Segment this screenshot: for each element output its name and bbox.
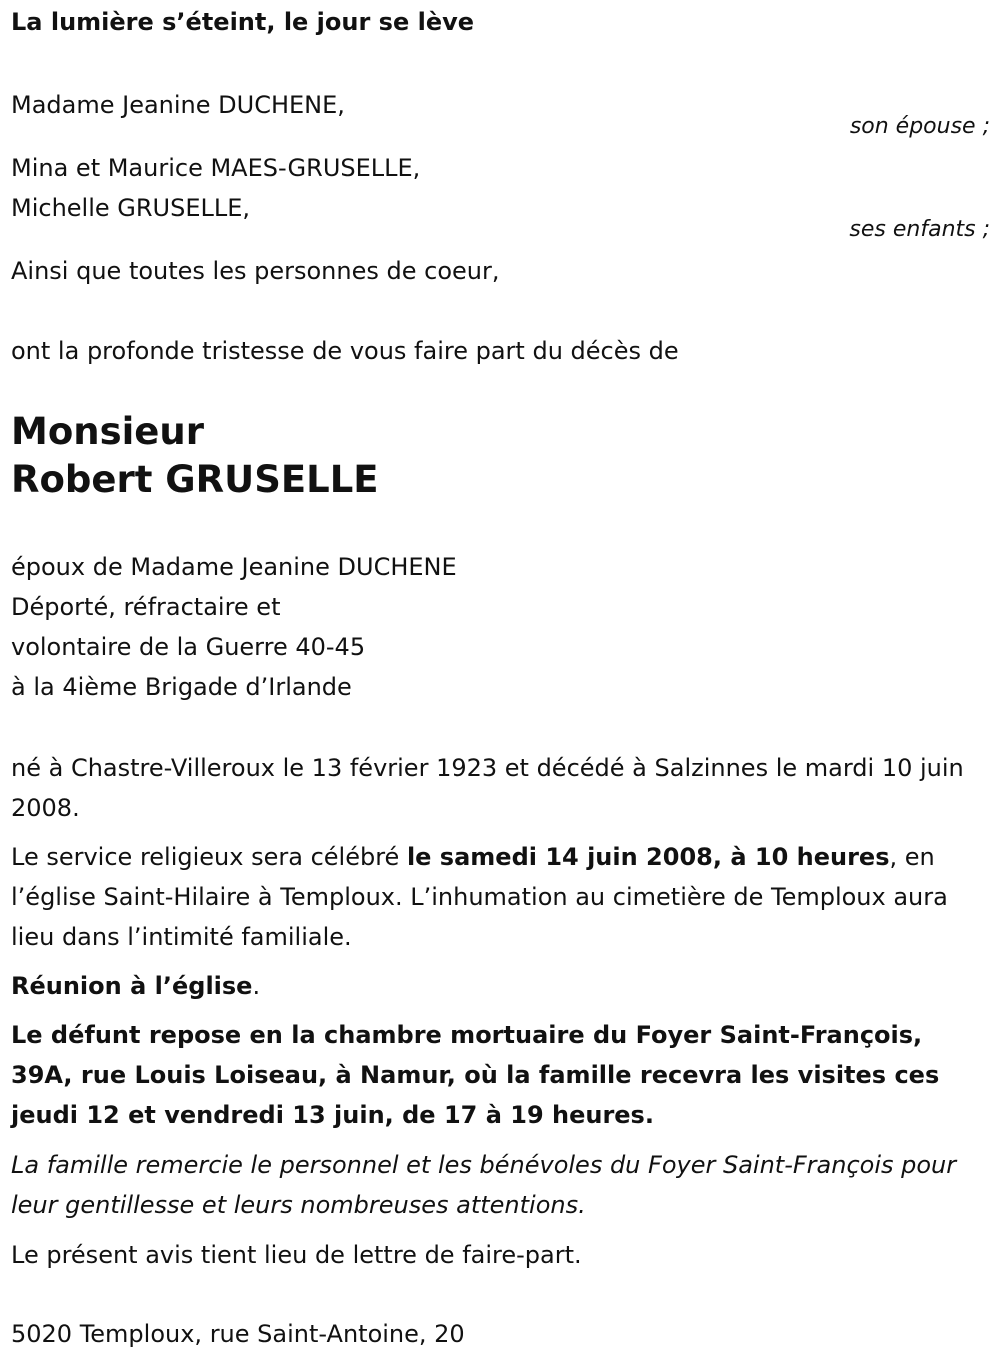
- announcement-line: ont la profonde tristesse de vous faire part du décès de: [11, 337, 679, 365]
- meeting-text: Réunion à l’église: [11, 972, 253, 1000]
- bio-line-3: volontaire de la Guerre 40-45: [11, 633, 366, 661]
- opening-title: La lumière s’éteint, le jour se lève: [11, 8, 475, 36]
- spouse-name: Madame Jeanine DUCHENE,: [11, 91, 345, 119]
- bio-line-4: à la 4ième Brigade d’Irlande: [11, 673, 352, 701]
- service-suffix: , en l’église Saint-Hilaire à Temploux. L’inhumation au cimetière de Temploux aura lieu dans l’intimité familiale.: [11, 843, 948, 951]
- children-role: ses enfants ;: [849, 217, 990, 242]
- meeting-paragraph: [11, 966, 991, 1006]
- children-line-2: Michelle GRUSELLE,: [11, 194, 251, 222]
- address-line: 5020 Temploux, rue Saint-Antoine, 20: [11, 1320, 465, 1348]
- thanks-paragraph: La famille remercie le personnel et les bénévoles du Foyer Saint-François pour leur gentillesse et leurs nombreuses attentions.: [11, 1151, 957, 1219]
- bio-line-1: époux de Madame Jeanine DUCHENE: [11, 553, 457, 581]
- meeting-suffix: .: [252, 972, 261, 1000]
- notice-paragraph: Le présent avis tient lieu de lettre de faire-part.: [11, 1241, 582, 1269]
- spouse-role: son épouse ;: [849, 114, 990, 139]
- visitation-paragraph: Le défunt repose en la chambre mortuaire du Foyer Saint-François, 39A, rue Louis Loiseau, à Namur, où la famille recevra les visites ces jeudi 12 et vendredi 13 juin, de 17 à 19 heures.: [11, 1021, 940, 1129]
- children-line-1: Mina et Maurice MAES-GRUSELLE,: [11, 154, 421, 182]
- bio-line-2: Déporté, réfractaire et: [11, 593, 281, 621]
- service-date: le samedi 14 juin 2008, à 10 heures: [406, 843, 890, 871]
- deceased-name-block: [11, 408, 379, 504]
- deceased-honorific: Monsieur: [11, 410, 204, 453]
- birth-death-paragraph: né à Chastre-Villeroux le 13 février 1923 et décédé à Salzinnes le mardi 10 juin 2008.: [11, 754, 964, 822]
- service-paragraph: [11, 837, 991, 957]
- deceased-name: Robert GRUSELLE: [11, 458, 379, 501]
- others-line: Ainsi que toutes les personnes de coeur,: [11, 257, 500, 285]
- service-prefix: Le service religieux sera célébré: [11, 843, 407, 871]
